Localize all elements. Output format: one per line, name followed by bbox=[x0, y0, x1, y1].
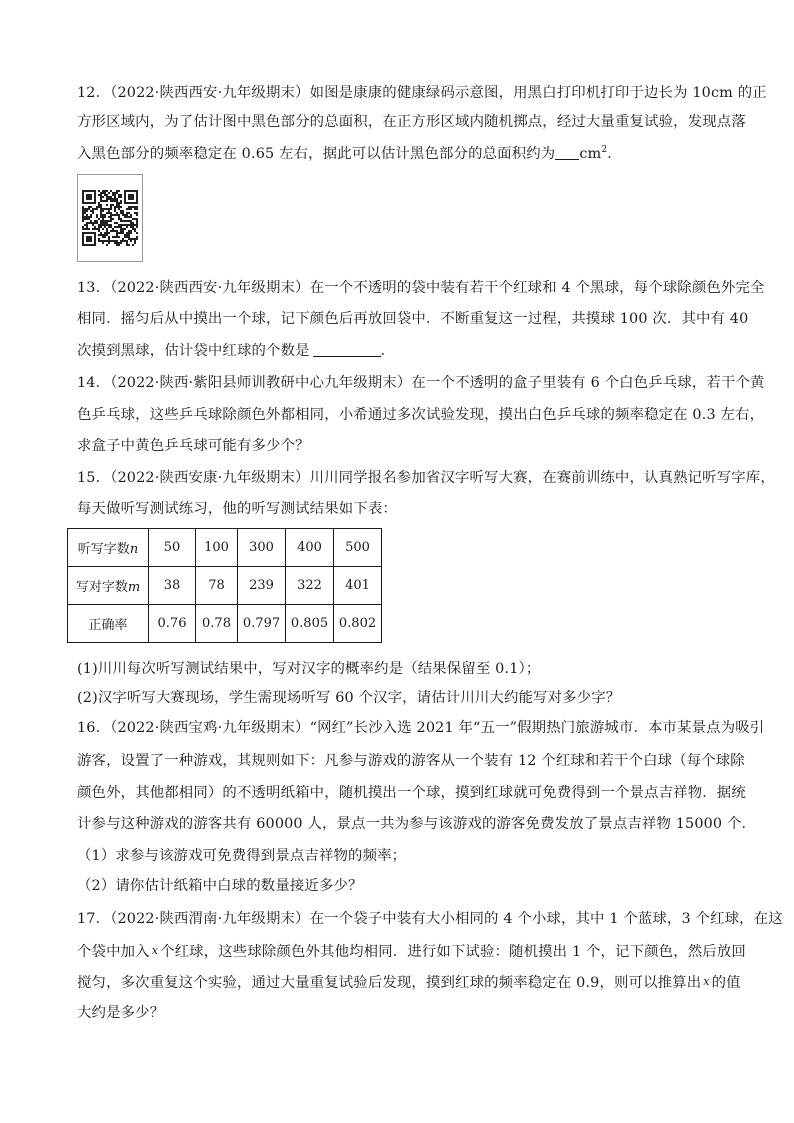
q13-line-3 bbox=[77, 342, 395, 360]
row-header bbox=[68, 567, 149, 605]
q12-unit-exponent: 2 bbox=[601, 145, 608, 156]
q13-line-3-text: 次摸到黑球，估计袋中红球的个数是 bbox=[77, 343, 310, 359]
table-cell: 400 bbox=[286, 529, 334, 567]
table-cell: 0.802 bbox=[334, 605, 382, 643]
q16-line-2: 游客，设置了一种游戏，其规则如下：凡参与游戏的游客从一个装有 12 个红球和若干个白球（每个球除 bbox=[77, 753, 745, 769]
table-row bbox=[68, 567, 382, 605]
q17-line-2 bbox=[77, 942, 746, 961]
table-cell: 0.78 bbox=[196, 605, 238, 643]
q15-line-1: 15．（2022·陕西安康·九年级期末）川川同学报名参加省汉字听写大赛，在赛前训练中，认真熟记听写字库， bbox=[77, 470, 775, 486]
q14-line-1: 14．（2022·陕西·紫阳县师训教研中心九年级期末）在一个不透明的盒子里装有 6 个白色乒乓球，若干个黄 bbox=[77, 375, 765, 391]
table-cell: 239 bbox=[238, 567, 286, 605]
table-cell: 0.797 bbox=[238, 605, 286, 643]
q17-line-3 bbox=[77, 973, 741, 992]
q13-line-1: 13．（2022·陕西西安·九年级期末）在一个不透明的袋中装有若干个红球和 4 个黑球，每个球除颜色外完全 bbox=[77, 280, 765, 296]
table-cell: 401 bbox=[334, 567, 382, 605]
q16-line-4: 计参与这种游戏的游客共有 60000 人，景点一共为参与该游戏的游客免费发放了景点吉祥物 15000 个． bbox=[77, 816, 757, 832]
table-row bbox=[68, 605, 382, 643]
row-label: 听写字数 bbox=[77, 542, 130, 557]
q16-line-1: 16．（2022·陕西宝鸡·九年级期末）“网红”长沙入选 2021 年“五一”假期热门旅游城市．本市某景点为吸引 bbox=[77, 720, 765, 736]
q17-line-3-post: 的值 bbox=[711, 975, 741, 991]
q12-unit: cm bbox=[579, 146, 602, 162]
q15-sub-1: (1)川川每次听写测试结果中，写对汉字的概率约是（结果保留至 0.1）； bbox=[77, 661, 541, 677]
q13-line-2: 相同．摇匀后从中摸出一个球，记下颜色后再放回袋中．不断重复这一过程，共摸球 100 次．其中有 40 bbox=[77, 311, 749, 327]
row-header bbox=[68, 529, 149, 567]
q17-line-1: 17．（2022·陕西渭南·九年级期末）在一个袋子中装有大小相同的 4 个小球，其中 1 个蓝球，3 个红球，在这 bbox=[77, 911, 783, 927]
q12-line-1: 12．（2022·陕西西安·九年级期末）如图是康康的健康绿码示意图，用黑白打印机打印于边长为 10cm 的正 bbox=[77, 85, 767, 101]
q15-line-2: 每天做听写测试练习，他的听写测试结果如下表： bbox=[77, 501, 397, 517]
row-header: 正确率 bbox=[68, 605, 149, 643]
qr-code-image bbox=[77, 174, 143, 262]
q12-line-3-text: 入黑色部分的频率稳定在 0.65 左右，据此可以估计黑色部分的总面积约为 bbox=[77, 146, 556, 162]
table-cell: 50 bbox=[149, 529, 196, 567]
variable-m: m bbox=[127, 580, 141, 595]
table-cell: 300 bbox=[238, 529, 286, 567]
answer-blank bbox=[555, 145, 579, 160]
q17-line-3-pre: 搅匀，多次重复这个实验，通过大量重复试验后发现，摸到红球的频率稳定在 0.9，则可以推算出 bbox=[77, 975, 702, 991]
variable-n: n bbox=[129, 542, 139, 557]
q12-line-2: 方形区域内，为了估计图中黑色部分的总面积，在正方形区域内随机掷点，经过大量重复试验，发现点落 bbox=[77, 114, 746, 130]
q12-line-3 bbox=[77, 145, 622, 163]
variable-x: x bbox=[151, 944, 159, 957]
table-cell: 322 bbox=[286, 567, 334, 605]
table-cell: 0.805 bbox=[286, 605, 334, 643]
dictation-results-table bbox=[67, 528, 382, 643]
table-cell: 38 bbox=[149, 567, 196, 605]
table-cell: 500 bbox=[334, 529, 382, 567]
variable-x: x bbox=[703, 975, 710, 988]
table-cell: 0.76 bbox=[149, 605, 196, 643]
q15-sub-2: (2)汉字听写大赛现场，学生需现场听写 60 个汉字，请估计川川大约能写对多少字？ bbox=[77, 690, 621, 706]
q16-line-3: 颜色外，其他都相同）的不透明纸箱中，随机摸出一个球，摸到红球就可免费得到一个景点吉祥物．据统 bbox=[77, 785, 746, 801]
table-cell: 78 bbox=[196, 567, 238, 605]
answer-blank bbox=[313, 342, 381, 357]
row-label: 写对字数 bbox=[75, 580, 128, 595]
q13-line-3-end: ． bbox=[380, 343, 396, 359]
q16-sub-2: （2）请你估计纸箱中白球的数量接近多少？ bbox=[77, 878, 363, 894]
q14-line-3: 求盒子中黄色乒乓球可能有多少个？ bbox=[77, 438, 310, 454]
qr-code-graphic bbox=[81, 180, 139, 256]
q17-line-4: 大约是多少？ bbox=[77, 1005, 165, 1021]
q17-line-2-pre: 个袋中加入 bbox=[77, 944, 150, 960]
q16-sub-1: （1）求参与该游戏可免费得到景点吉祥物的频率； bbox=[77, 848, 407, 864]
q17-line-2-post: 个红球，这些球除颜色外其他均相同．进行如下试验：随机摸出 1 个，记下颜色，然后放回 bbox=[160, 944, 746, 960]
q14-line-2: 色乒乓球，这些乒乓球除颜色外都相同，小希通过多次试验发现，摸出白色乒乓球的频率稳定在 0.3 左右， bbox=[77, 407, 765, 423]
table-cell: 100 bbox=[196, 529, 238, 567]
q12-line-3-end: ． bbox=[607, 146, 622, 162]
table-row bbox=[68, 529, 382, 567]
